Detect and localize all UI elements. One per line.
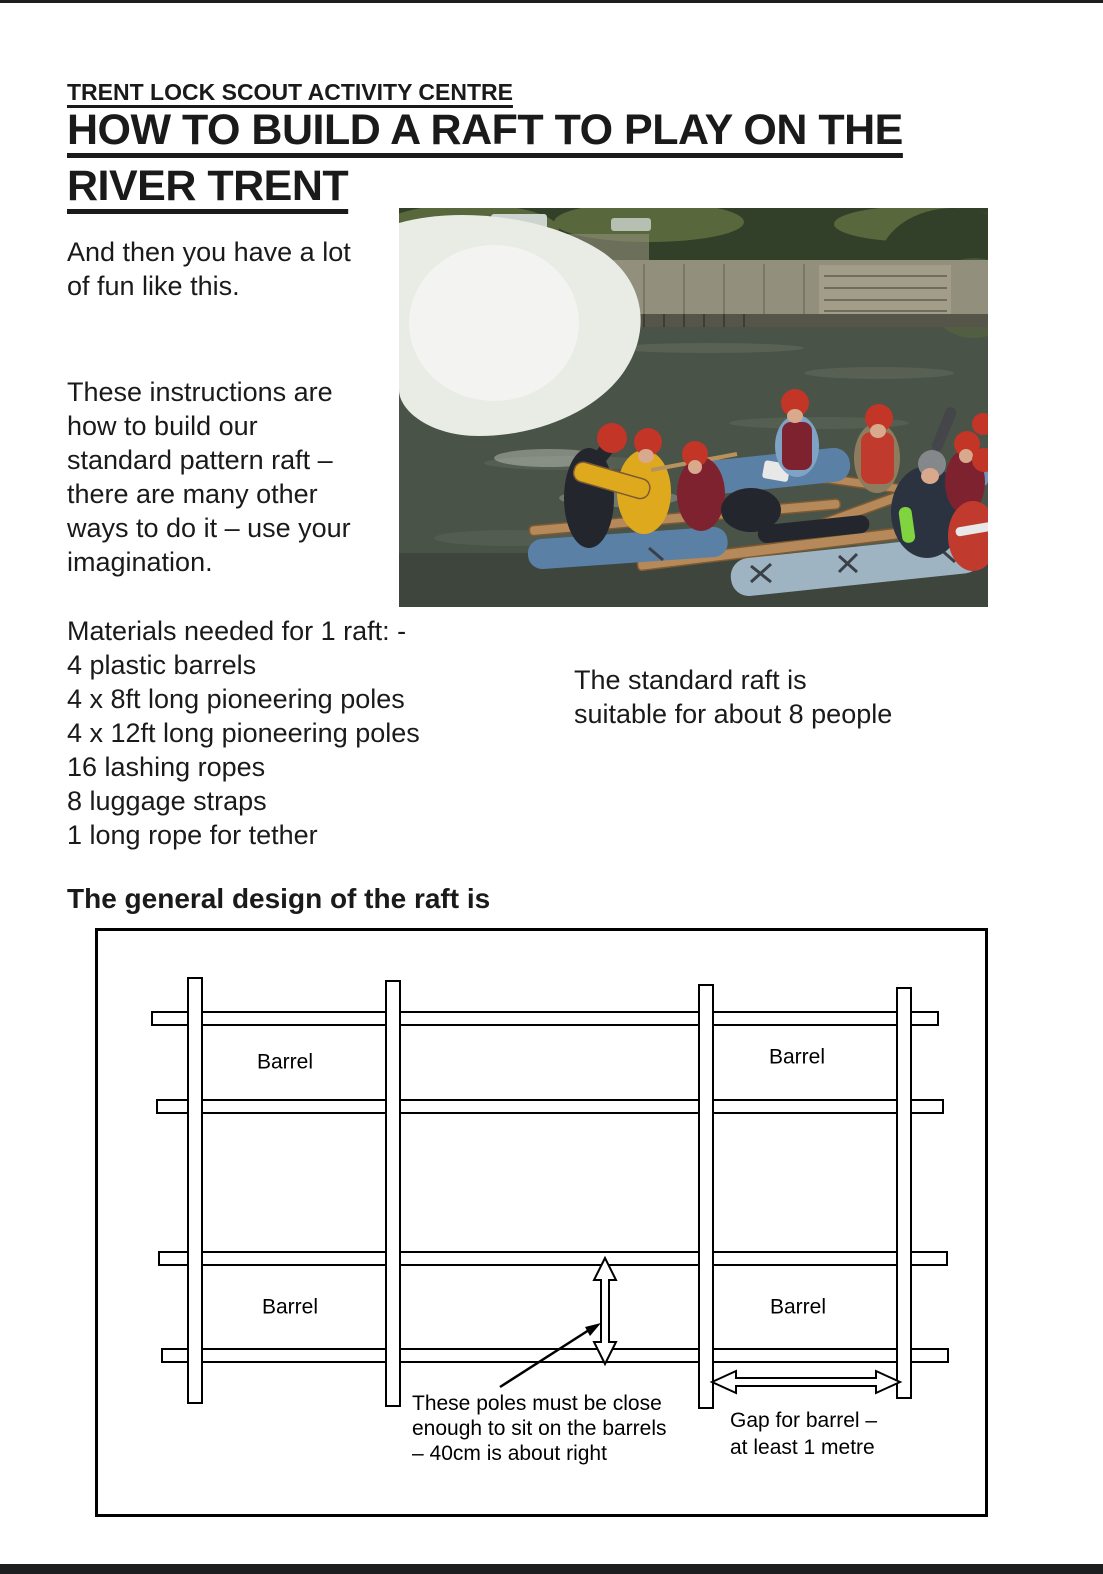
raft-photo [399,208,988,607]
pole-spacing-note [412,1391,667,1466]
vertical-pole-4 [897,988,911,1398]
text-line: Materials needed for 1 raft: - [67,616,407,646]
text-line: 4 x 12ft long pioneering poles [67,718,420,748]
raft-photo-illustration [399,208,988,607]
text-line: 8 luggage straps [67,786,267,816]
vertical-pole-3 [699,985,713,1408]
barrel-label-top-right: Barrel [768,1045,826,1069]
barrel-label-bottom-right: Barrel [769,1295,827,1319]
vertical-pole-1 [188,978,202,1403]
raft-diagram [95,928,988,1517]
text-line: These poles must be close [412,1392,662,1415]
callout-arrow-head [585,1323,601,1336]
text-line: Gap for barrel – [730,1409,878,1432]
text-line: enough to sit on the barrels [412,1417,667,1440]
capacity-note [574,663,892,731]
page-title [67,102,903,214]
text-line: 1 long rope for tether [67,820,318,850]
text-line: there are many other [67,479,318,509]
text-line: at least 1 metre [730,1436,875,1459]
pole-spacing-arrow [594,1258,616,1364]
horizontal-pole-1 [152,1012,938,1025]
text-line: RIVER TRENT [67,162,349,210]
page-edge-top [0,0,1103,3]
text-line: of fun like this. [67,271,240,301]
intro-paragraph [67,235,351,303]
text-line: HOW TO BUILD A RAFT TO PLAY ON THE [67,106,903,154]
instructions-paragraph [67,375,351,579]
text-line: The standard raft is [574,665,807,695]
text-line: ways to do it – use your [67,513,351,543]
text-line: how to build our [67,411,258,441]
text-line: These instructions are [67,377,333,407]
text-line: standard pattern raft – [67,445,333,475]
materials-list [67,614,420,852]
text-line: suitable for about 8 people [574,699,893,729]
text-line: And then you have a lot [67,237,351,267]
barrel-gap-note [730,1407,877,1461]
horizontal-pole-2 [157,1100,943,1113]
barrel-gap-arrow [712,1371,900,1393]
text-line: 16 lashing ropes [67,752,266,782]
page-edge-bottom [0,1564,1103,1574]
text-line: imagination. [67,547,213,577]
horizontal-pole-3 [159,1252,947,1265]
diagram-heading: The general design of the raft is [67,883,491,914]
vertical-pole-2 [386,981,400,1406]
text-line: 4 plastic barrels [67,650,257,680]
text-line: TRENT LOCK SCOUT ACTIVITY CENTRE [67,79,513,105]
barrel-label-top-left: Barrel [256,1050,314,1074]
barrel-label-bottom-left: Barrel [261,1295,319,1319]
text-line: – 40cm is about right [412,1442,607,1465]
text-line: 4 x 8ft long pioneering poles [67,684,405,714]
